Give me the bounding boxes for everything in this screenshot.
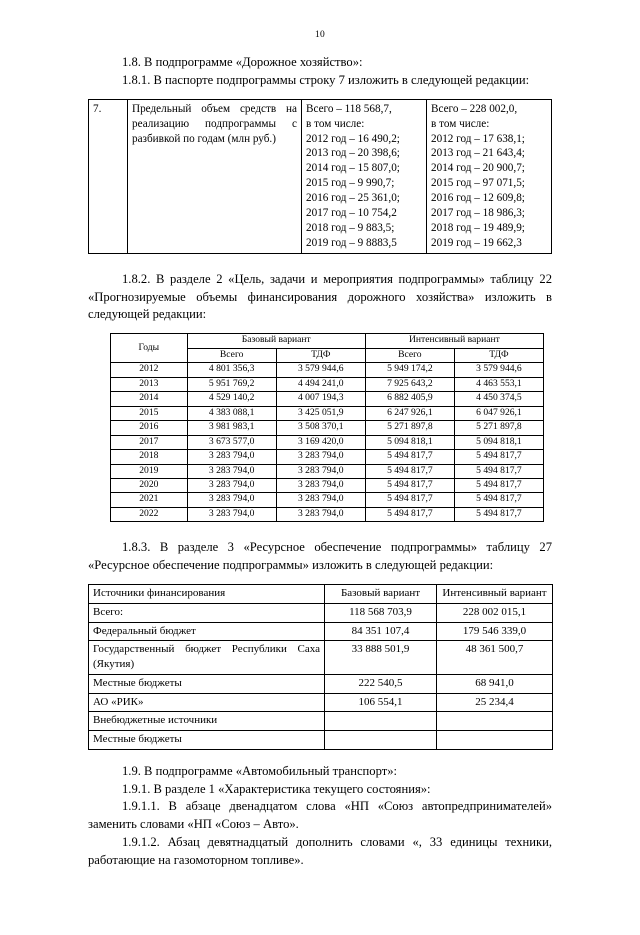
passport-basic-line: 2013 год – 20 398,6; <box>306 147 400 160</box>
table-row <box>89 99 552 253</box>
table-forecast-volumes <box>110 333 544 522</box>
paragraph-1-9: 1.9. В подпрограмме «Автомобильный транспорт»: <box>122 763 398 778</box>
table-row <box>89 641 553 674</box>
forecast-year: 2015 <box>111 406 188 420</box>
page-body <box>0 54 640 870</box>
resource-source: Всего: <box>89 603 325 622</box>
forecast-intensive-total: 5 494 817,7 <box>365 464 454 478</box>
forecast-intensive-tdf: 5 494 817,7 <box>454 478 543 492</box>
resource-source: Федеральный бюджет <box>89 622 325 641</box>
page-number: 10 <box>315 30 325 40</box>
resource-header-basic: Базовый вариант <box>325 585 437 604</box>
table-resource-provision <box>88 584 553 750</box>
passport-intensive-line: в том числе: <box>431 117 490 130</box>
passport-basic-line: 2014 год – 15 807,0; <box>306 162 400 175</box>
forecast-intensive-total: 5 271 897,8 <box>365 421 454 435</box>
forecast-year: 2016 <box>111 421 188 435</box>
passport-intensive-line: 2014 год – 20 900,7; <box>431 162 525 175</box>
table-row <box>111 507 544 521</box>
resource-header-source: Источники финансирования <box>89 585 325 604</box>
forecast-intensive-tdf: 5 494 817,7 <box>454 507 543 521</box>
forecast-basic-total: 4 383 088,1 <box>187 406 276 420</box>
forecast-basic-tdf: 4 007 194,3 <box>276 392 365 406</box>
forecast-intensive-total: 5 494 817,7 <box>365 478 454 492</box>
table-row <box>89 622 553 641</box>
forecast-intensive-total: 6 882 405,9 <box>365 392 454 406</box>
resource-source: АО «РИК» <box>89 693 325 712</box>
forecast-header-intensive-total: Всего <box>365 348 454 362</box>
forecast-intensive-tdf: 5 271 897,8 <box>454 421 543 435</box>
table-row <box>89 603 553 622</box>
forecast-year: 2014 <box>111 392 188 406</box>
table-passport-row7 <box>88 99 552 254</box>
table-row <box>111 392 544 406</box>
paragraph-1-8: 1.8. В подпрограмме «Дорожное хозяйство»: <box>122 55 363 69</box>
forecast-basic-total: 4 529 140,2 <box>187 392 276 406</box>
resource-basic-value: 118 568 703,9 <box>325 603 437 622</box>
forecast-year: 2020 <box>111 478 188 492</box>
passport-intensive-line: 2016 год – 12 609,8; <box>431 192 525 205</box>
table-row <box>89 693 553 712</box>
forecast-intensive-total: 5 949 174,2 <box>365 363 454 377</box>
table-row <box>111 478 544 492</box>
forecast-basic-total: 3 283 794,0 <box>187 493 276 507</box>
forecast-basic-tdf: 3 283 794,0 <box>276 450 365 464</box>
paragraph-1-8-1: 1.8.1. В паспорте подпрограммы строку 7 изложить в следующей редакции: <box>122 72 530 87</box>
resource-intensive-value: 228 002 015,1 <box>437 603 553 622</box>
forecast-header-basic-tdf: ТДФ <box>276 348 365 362</box>
table-row <box>111 450 544 464</box>
table-row <box>89 674 553 693</box>
forecast-year: 2018 <box>111 450 188 464</box>
passport-intensive-line: 2019 год – 19 662,3 <box>431 236 522 249</box>
resource-source: Местные бюджеты <box>89 731 325 750</box>
resource-basic-value: 84 351 107,4 <box>325 622 437 641</box>
forecast-intensive-total: 7 925 643,2 <box>365 377 454 391</box>
table-row <box>111 435 544 449</box>
resource-basic-value: 106 554,1 <box>325 693 437 712</box>
passport-basic-column <box>302 99 427 253</box>
forecast-header-intensive-tdf: ТДФ <box>454 348 543 362</box>
forecast-basic-tdf: 3 169 420,0 <box>276 435 365 449</box>
resource-intensive-value <box>437 731 553 750</box>
paragraph-1-9-1: 1.9.1. В разделе 1 «Характеристика текущего состояния»: <box>122 781 431 796</box>
forecast-intensive-tdf: 5 494 817,7 <box>454 493 543 507</box>
passport-basic-line: 2015 год – 9 990,7; <box>306 177 395 190</box>
passport-intensive-line: Всего – 228 002,0, <box>431 102 518 115</box>
forecast-header-basic-total: Всего <box>187 348 276 362</box>
forecast-intensive-total: 5 494 817,7 <box>365 450 454 464</box>
resource-intensive-value: 179 546 339,0 <box>437 622 553 641</box>
forecast-intensive-tdf: 5 494 817,7 <box>454 450 543 464</box>
forecast-basic-total: 3 283 794,0 <box>187 450 276 464</box>
forecast-intensive-tdf: 5 494 817,7 <box>454 464 543 478</box>
passport-basic-line: 2012 год – 16 490,2; <box>306 132 400 145</box>
forecast-intensive-total: 5 494 817,7 <box>365 493 454 507</box>
forecast-basic-total: 3 283 794,0 <box>187 478 276 492</box>
passport-intensive-line: 2018 год – 19 489,9; <box>431 221 525 234</box>
forecast-basic-total: 3 283 794,0 <box>187 507 276 521</box>
paragraph-1-9-1-2: 1.9.1.2. Абзац девятнадцатый дополнить словами «, 33 единицы техники, работающие на газомоторном топливе». <box>88 835 552 868</box>
forecast-basic-tdf: 3 283 794,0 <box>276 507 365 521</box>
paragraph-1-8-3: 1.8.3. В разделе 3 «Ресурсное обеспечение подпрограммы» таблицу 27 «Ресурсное обеспечение подпрограммы» изложить в следующей редакции: <box>88 540 552 573</box>
forecast-basic-tdf: 3 283 794,0 <box>276 464 365 478</box>
resource-basic-value <box>325 712 437 731</box>
forecast-intensive-tdf: 3 579 944,6 <box>454 363 543 377</box>
table-row <box>111 421 544 435</box>
resource-header-intensive: Интенсивный вариант <box>437 585 553 604</box>
resource-source: Местные бюджеты <box>89 674 325 693</box>
forecast-header-years: Годы <box>111 334 188 363</box>
forecast-basic-tdf: 3 579 944,6 <box>276 363 365 377</box>
passport-intensive-column <box>427 99 552 253</box>
table-header-row <box>89 585 553 604</box>
resource-basic-value: 222 540,5 <box>325 674 437 693</box>
forecast-intensive-total: 6 247 926,1 <box>365 406 454 420</box>
resource-intensive-value: 68 941,0 <box>437 674 553 693</box>
resource-source: Государственный бюджет Республики Саха (Якутия) <box>89 641 325 674</box>
passport-description: Предельный объем средств на реализацию подпрограммы с разбивкой по годам (млн руб.) <box>128 99 302 253</box>
table-row <box>111 464 544 478</box>
resource-source: Внебюджетные источники <box>89 712 325 731</box>
forecast-basic-tdf: 3 508 370,1 <box>276 421 365 435</box>
forecast-basic-total: 3 673 577,0 <box>187 435 276 449</box>
forecast-basic-total: 5 951 769,2 <box>187 377 276 391</box>
forecast-basic-tdf: 3 283 794,0 <box>276 478 365 492</box>
forecast-intensive-tdf: 4 450 374,5 <box>454 392 543 406</box>
forecast-year: 2017 <box>111 435 188 449</box>
table-row <box>111 493 544 507</box>
forecast-basic-tdf: 3 425 051,9 <box>276 406 365 420</box>
forecast-intensive-tdf: 5 094 818,1 <box>454 435 543 449</box>
forecast-year: 2021 <box>111 493 188 507</box>
forecast-header-intensive-variant: Интенсивный вариант <box>365 334 543 348</box>
table-row <box>111 406 544 420</box>
passport-row-number: 7. <box>89 99 128 253</box>
passport-basic-line: 2016 год – 25 361,0; <box>306 192 400 205</box>
forecast-intensive-total: 5 094 818,1 <box>365 435 454 449</box>
table-row <box>111 377 544 391</box>
passport-basic-line: 2018 год – 9 883,5; <box>306 221 395 234</box>
resource-intensive-value: 48 361 500,7 <box>437 641 553 674</box>
forecast-year: 2022 <box>111 507 188 521</box>
passport-basic-line: 2019 год – 9 8883,5 <box>306 236 397 249</box>
forecast-intensive-total: 5 494 817,7 <box>365 507 454 521</box>
table-header-row <box>111 334 544 348</box>
forecast-basic-tdf: 3 283 794,0 <box>276 493 365 507</box>
forecast-year: 2013 <box>111 377 188 391</box>
resource-basic-value <box>325 731 437 750</box>
table-row <box>111 363 544 377</box>
passport-basic-line: 2017 год – 10 754,2 <box>306 206 397 219</box>
forecast-basic-total: 4 801 356,3 <box>187 363 276 377</box>
forecast-intensive-tdf: 6 047 926,1 <box>454 406 543 420</box>
passport-intensive-line: 2013 год – 21 643,4; <box>431 147 525 160</box>
passport-intensive-line: 2017 год – 18 986,3; <box>431 206 525 219</box>
resource-intensive-value <box>437 712 553 731</box>
forecast-intensive-tdf: 4 463 553,1 <box>454 377 543 391</box>
forecast-basic-total: 3 981 983,1 <box>187 421 276 435</box>
paragraph-1-9-1-1: 1.9.1.1. В абзаце двенадцатом слова «НП «Союз автопредпринимателей» заменить словами «НП «Союз – Авто». <box>88 799 552 832</box>
document-page <box>0 30 640 935</box>
passport-basic-line: в том числе: <box>306 117 365 130</box>
forecast-basic-total: 3 283 794,0 <box>187 464 276 478</box>
passport-intensive-line: 2015 год – 97 071,5; <box>431 177 525 190</box>
passport-basic-line: Всего – 118 568,7, <box>306 102 392 115</box>
forecast-year: 2012 <box>111 363 188 377</box>
passport-intensive-line: 2012 год – 17 638,1; <box>431 132 525 145</box>
forecast-basic-tdf: 4 494 241,0 <box>276 377 365 391</box>
forecast-header-basic-variant: Базовый вариант <box>187 334 365 348</box>
paragraph-1-8-2: 1.8.2. В разделе 2 «Цель, задачи и мероприятия подпрограммы» таблицу 22 «Прогнозируемые объемы финансирования дорожного хозяйства» изложить в следующей редакции: <box>88 271 552 322</box>
table-row <box>89 731 553 750</box>
resource-intensive-value: 25 234,4 <box>437 693 553 712</box>
table-row <box>89 712 553 731</box>
forecast-year: 2019 <box>111 464 188 478</box>
resource-basic-value: 33 888 501,9 <box>325 641 437 674</box>
